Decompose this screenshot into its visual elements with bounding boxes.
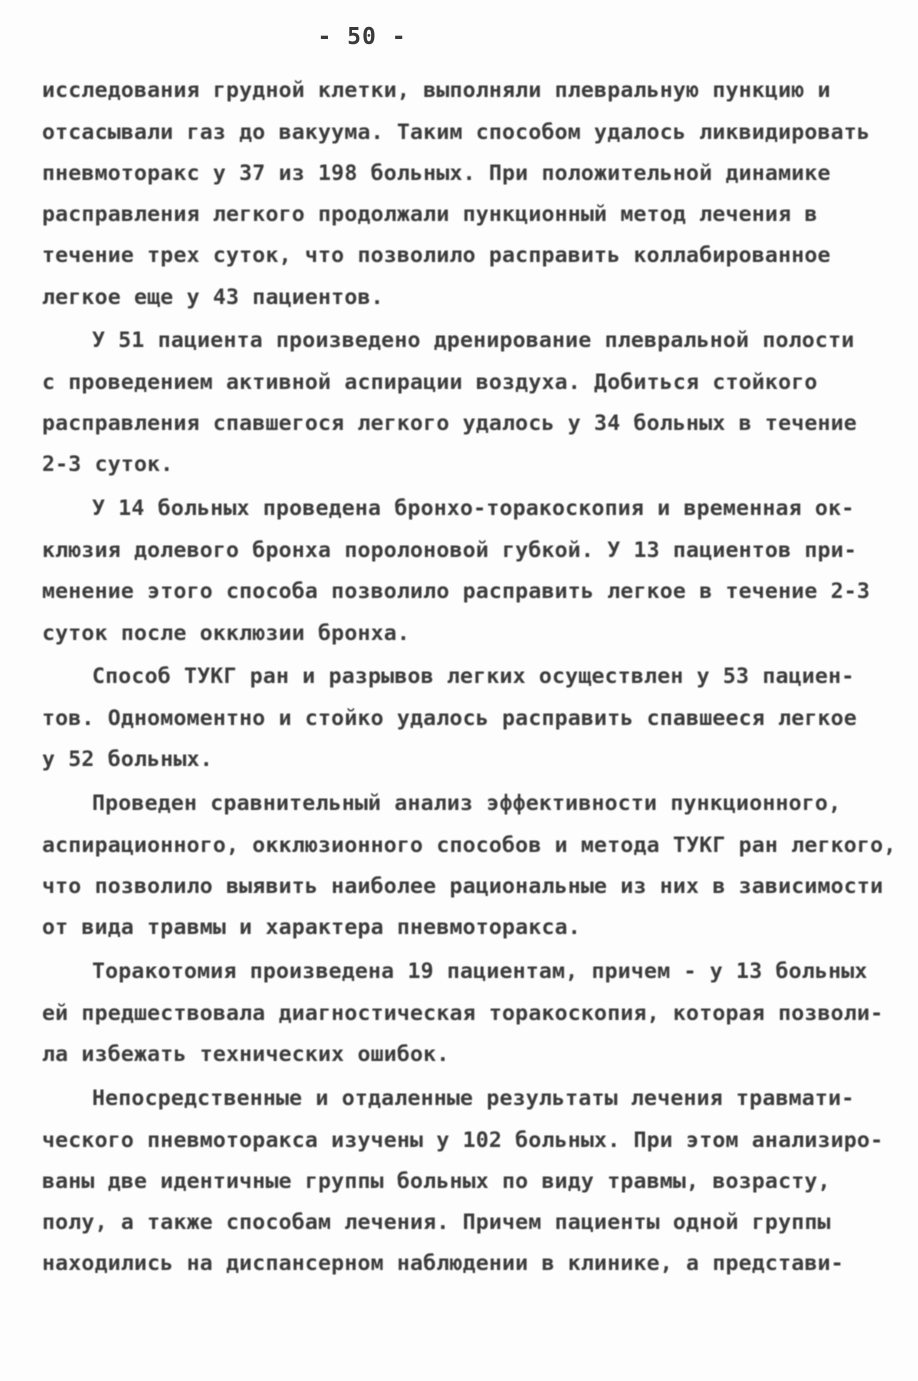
text-line: от вида травмы и характера пневмоторакса. [42, 915, 581, 940]
text-line: ла избежать технических ошибок. [42, 1042, 450, 1067]
text-line: у 52 больных. [42, 747, 213, 772]
text-line: тов. Одномоментно и стойко удалось расправить спавшееся легкое [42, 706, 857, 731]
text-line: менение этого способа позволило расправить легкое в течение 2-3 [42, 579, 871, 604]
paragraph-first-line: Непосредственные и отдаленные результаты лечения травмати- [92, 1086, 855, 1111]
text-line: клюзия долевого бронха поролоновой губкой. У 13 пациентов при- [42, 538, 857, 563]
text-line: находились на диспансерном наблюдении в клинике, а представи- [42, 1251, 844, 1276]
paragraph-first-line: Способ ТУКГ ран и разрывов легких осуществлен у 53 пациен- [92, 664, 855, 689]
text-line: течение трех суток, что позволило расправить коллабированное [42, 243, 831, 268]
text-line: исследования грудной клетки, выполняли плевральную пункцию и [42, 78, 831, 103]
text-line: 2-3 суток. [42, 452, 174, 477]
text-line: аспирационного, окклюзионного способов и метода ТУКГ ран легкого, [42, 833, 897, 858]
text-line: ей предшествовала диагностическая торакоскопия, которая позволи- [42, 1001, 884, 1026]
text-line: расправления легкого продолжали пункционный метод лечения в [42, 202, 818, 227]
page-number: - 50 - [317, 24, 407, 50]
text-line: легкое еще у 43 пациентов. [42, 285, 384, 310]
text-line: ваны две идентичные группы больных по виду травмы, возрасту, [42, 1169, 831, 1194]
paragraph-first-line: У 14 больных проведена бронхо-торакоскопия и временная ок- [92, 496, 855, 521]
text-line: расправления спавшегося легкого удалось у 34 больных в течение [42, 411, 857, 436]
text-line: с проведением активной аспирации воздуха. Добиться стойкого [42, 370, 818, 395]
text-line: пневмоторакс у 37 из 198 больных. При положительной динамике [42, 161, 831, 186]
text-line: что позволило выявить наиболее рациональные из них в зависимости [42, 874, 884, 899]
text-line: полу, а также способам лечения. Причем пациенты одной группы [42, 1210, 831, 1235]
paragraph-first-line: Проведен сравнительный анализ эффективности пункционного, [92, 791, 842, 816]
text-line: суток после окклюзии бронха. [42, 621, 411, 646]
paragraph-first-line: Торакотомия произведена 19 пациентам, причем - у 13 больных [92, 959, 868, 984]
text-line: ческого пневмоторакса изучены у 102 больных. При этом анализиро- [42, 1128, 884, 1153]
paragraph-first-line: У 51 пациента произведено дренирование плевральной полости [92, 328, 855, 353]
text-line: отсасывали газ до вакуума. Таким способом удалось ликвидировать [42, 120, 871, 145]
